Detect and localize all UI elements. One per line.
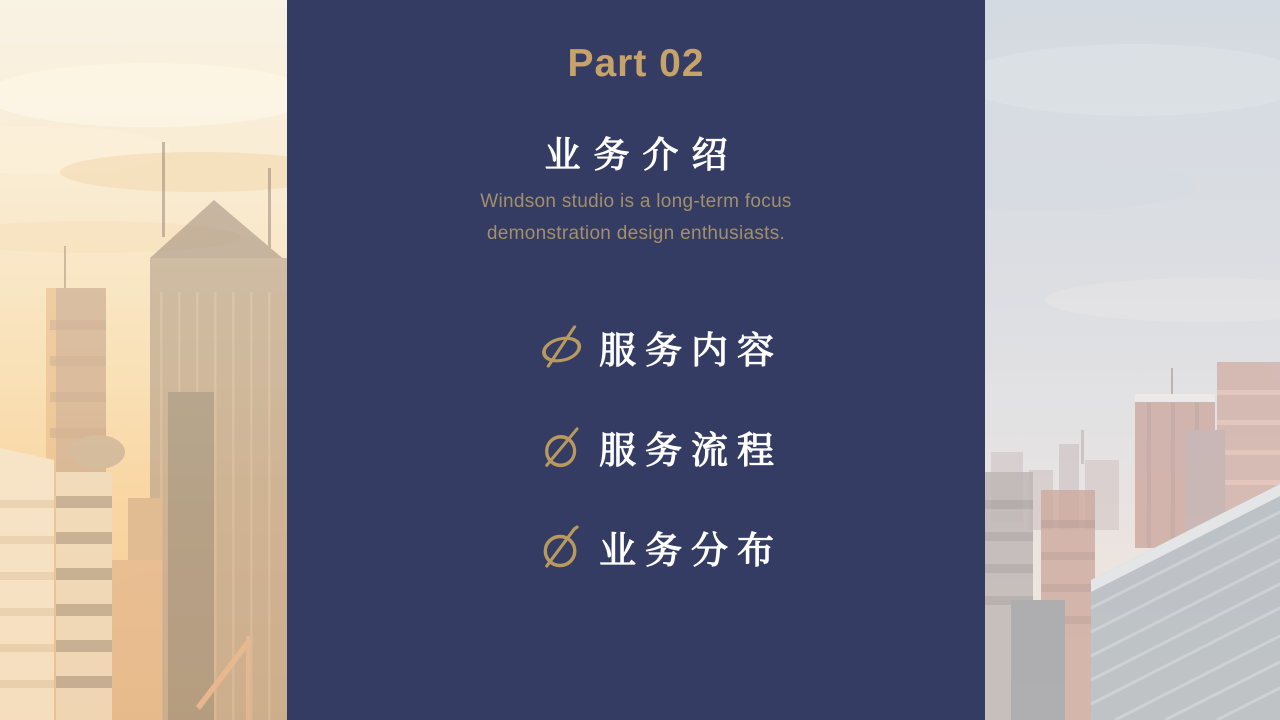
subtitle-line-1: Windson studio is a long-term focus bbox=[480, 191, 792, 212]
menu-item-service-process bbox=[537, 397, 783, 497]
menu-item-label: 服务内容 bbox=[599, 330, 783, 371]
part-label: Part 02 bbox=[567, 42, 705, 85]
menu-item-label: 服务流程 bbox=[599, 430, 783, 471]
slashed-circle-icon bbox=[537, 421, 584, 474]
menu-item-service-content bbox=[537, 297, 783, 397]
slashed-circle-icon bbox=[538, 523, 584, 571]
section-menu bbox=[537, 297, 783, 597]
center-panel bbox=[287, 0, 985, 720]
menu-item-label: 业务分布 bbox=[599, 530, 783, 571]
section-subtitle bbox=[287, 186, 985, 250]
slashed-ellipse-icon bbox=[531, 321, 590, 373]
menu-item-business-distribution bbox=[537, 497, 783, 597]
section-title: 业务介绍 bbox=[544, 134, 741, 175]
background-city-left bbox=[0, 0, 287, 720]
background-city-right bbox=[985, 0, 1280, 720]
subtitle-line-2: demonstration design enthusiasts. bbox=[486, 223, 786, 244]
